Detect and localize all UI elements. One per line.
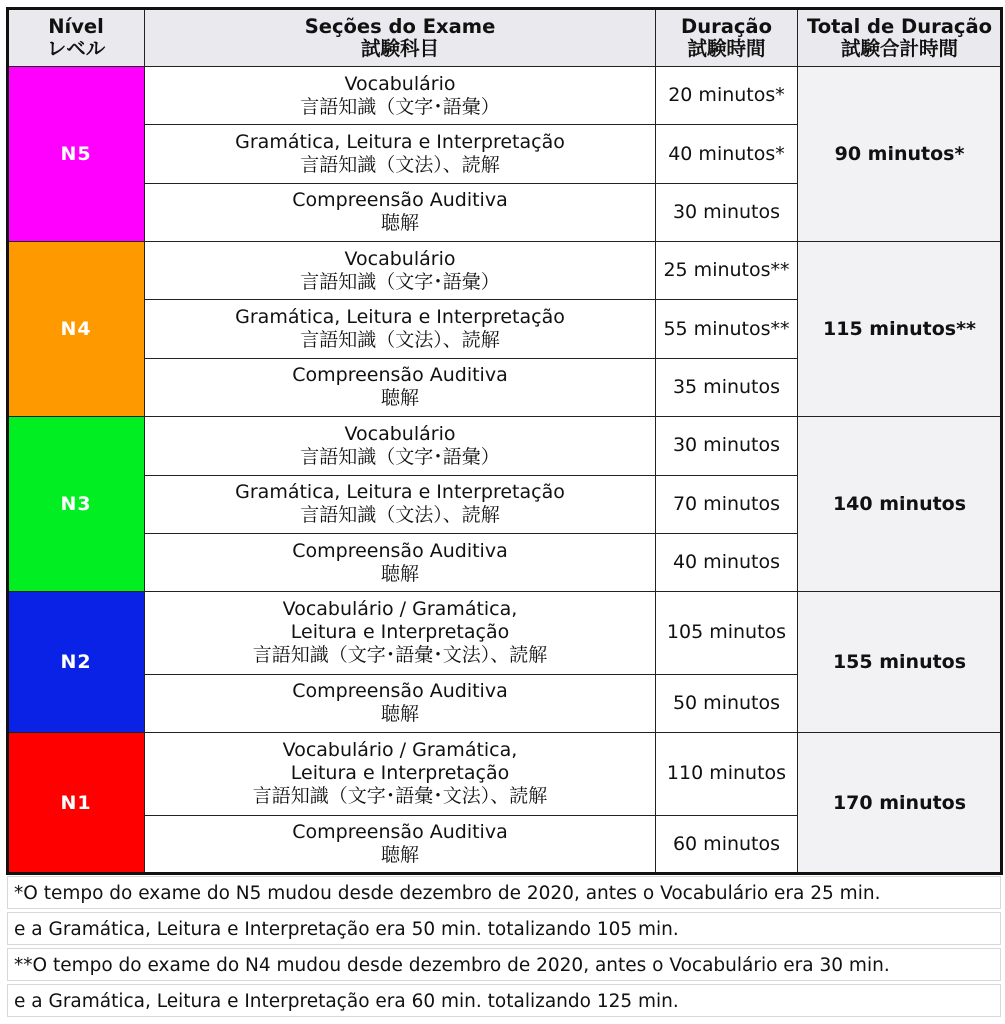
- section-cell: [145, 733, 656, 816]
- section-name-pt: Compreensão Auditiva: [292, 680, 508, 703]
- section-cell: [145, 67, 656, 125]
- section-name-pt: Gramática, Leitura e Interpretação: [235, 481, 565, 504]
- section-cell: [145, 533, 656, 591]
- section-name-pt-line2: Leitura e Interpretação: [290, 621, 510, 644]
- section-name-ja: 言語知識（文字･語彙）: [300, 270, 500, 293]
- section-name-ja: 言語知識（文法）、読解: [300, 504, 500, 527]
- section-name-pt: Compreensão Auditiva: [292, 821, 508, 844]
- table-row: [8, 242, 1002, 300]
- table-row: [8, 733, 1002, 816]
- section-cell: [145, 674, 656, 732]
- duration-cell: 70 minutos: [656, 475, 798, 533]
- header-sections-ja: 試験科目: [360, 36, 439, 60]
- section-name-ja: 聴解: [380, 844, 419, 867]
- section-name-pt: Compreensão Auditiva: [292, 539, 508, 562]
- level-badge-n4: N4: [8, 242, 145, 417]
- duration-cell: 50 minutos: [656, 674, 798, 732]
- section-name-pt: Gramática, Leitura e Interpretação: [235, 131, 565, 154]
- section-cell: [145, 242, 656, 300]
- footnotes: [7, 876, 1001, 1020]
- section-cell: [145, 592, 656, 675]
- footnote-line: *O tempo do exame do N5 mudou desde dezembro de 2020, antes o Vocabulário era 25 min.: [7, 876, 1001, 909]
- total-duration-n2: 155 minutos: [798, 592, 1002, 733]
- level-badge-n1: N1: [8, 733, 145, 874]
- total-duration-n3: 140 minutos: [798, 417, 1002, 592]
- section-name-ja: 言語知識（文字･語彙）: [300, 445, 500, 468]
- section-name-ja: 言語知識（文字･語彙）: [300, 95, 500, 118]
- duration-cell: 105 minutos: [656, 592, 798, 675]
- footnote-line: e a Gramática, Leitura e Interpretação era 50 min. totalizando 105 min.: [7, 912, 1001, 945]
- section-name-pt: Vocabulário: [344, 422, 456, 445]
- section-name-ja: 言語知識（文字･語彙･文法）、読解: [252, 644, 548, 667]
- section-name-pt: Gramática, Leitura e Interpretação: [235, 306, 565, 329]
- section-cell: [145, 300, 656, 358]
- duration-cell: 110 minutos: [656, 733, 798, 816]
- header-level-ja: レベル: [46, 36, 106, 60]
- section-name-ja: 言語知識（文法）、読解: [300, 154, 500, 177]
- header-sections-pt: Seções do Exame: [304, 14, 496, 38]
- section-name-ja: 聴解: [380, 562, 419, 585]
- section-name-pt: Vocabulário: [344, 72, 456, 95]
- section-name-pt-line1: Vocabulário / Gramática,: [282, 739, 518, 762]
- table-row: [8, 592, 1002, 675]
- footnote-line: **O tempo do exame do N4 mudou desde dezembro de 2020, antes o Vocabulário era 30 min.: [7, 948, 1001, 981]
- section-name-pt-line1: Vocabulário / Gramática,: [282, 598, 518, 621]
- section-name-ja: 言語知識（文字･語彙･文法）、読解: [252, 785, 548, 808]
- duration-cell: 40 minutos: [656, 533, 798, 591]
- table-row: [8, 67, 1002, 125]
- section-name-ja: 聴解: [380, 387, 419, 410]
- duration-cell: 60 minutos: [656, 815, 798, 873]
- table-row: [8, 417, 1002, 475]
- footnote-line: e a Gramática, Leitura e Interpretação era 60 min. totalizando 125 min.: [7, 984, 1001, 1017]
- header-sections: [145, 9, 656, 67]
- section-name-pt: Compreensão Auditiva: [292, 364, 508, 387]
- duration-cell: 40 minutos*: [656, 125, 798, 183]
- duration-cell: 55 minutos**: [656, 300, 798, 358]
- duration-cell: 30 minutos: [656, 183, 798, 241]
- duration-cell: 30 minutos: [656, 417, 798, 475]
- section-name-pt-line2: Leitura e Interpretação: [290, 762, 510, 785]
- total-duration-n5: 90 minutos*: [798, 67, 1002, 242]
- section-name-pt: Compreensão Auditiva: [292, 189, 508, 212]
- header-total-pt: Total de Duração: [807, 14, 992, 38]
- section-cell: [145, 358, 656, 416]
- header-duration-pt: Duração: [681, 14, 772, 38]
- section-name-pt: Vocabulário: [344, 247, 456, 270]
- section-cell: [145, 183, 656, 241]
- section-cell: [145, 475, 656, 533]
- section-cell: [145, 125, 656, 183]
- header-duration-ja: 試験時間: [687, 36, 766, 60]
- header-total: [798, 9, 1002, 67]
- jlpt-duration-table: [7, 8, 1002, 874]
- total-duration-n1: 170 minutos: [798, 733, 1002, 874]
- total-duration-n4: 115 minutos**: [798, 242, 1002, 417]
- header-level-pt: Nível: [48, 14, 104, 38]
- header-total-ja: 試験合計時間: [840, 36, 958, 60]
- duration-cell: 25 minutos**: [656, 242, 798, 300]
- section-name-ja: 聴解: [380, 212, 419, 235]
- level-badge-n2: N2: [8, 592, 145, 733]
- table-header-row: [8, 9, 1002, 67]
- header-level: [8, 9, 145, 67]
- section-cell: [145, 417, 656, 475]
- duration-cell: 20 minutos*: [656, 67, 798, 125]
- section-name-ja: 言語知識（文法）、読解: [300, 329, 500, 352]
- section-name-ja: 聴解: [380, 703, 419, 726]
- level-badge-n5: N5: [8, 67, 145, 242]
- section-cell: [145, 815, 656, 873]
- level-badge-n3: N3: [8, 417, 145, 592]
- duration-cell: 35 minutos: [656, 358, 798, 416]
- header-duration: [656, 9, 798, 67]
